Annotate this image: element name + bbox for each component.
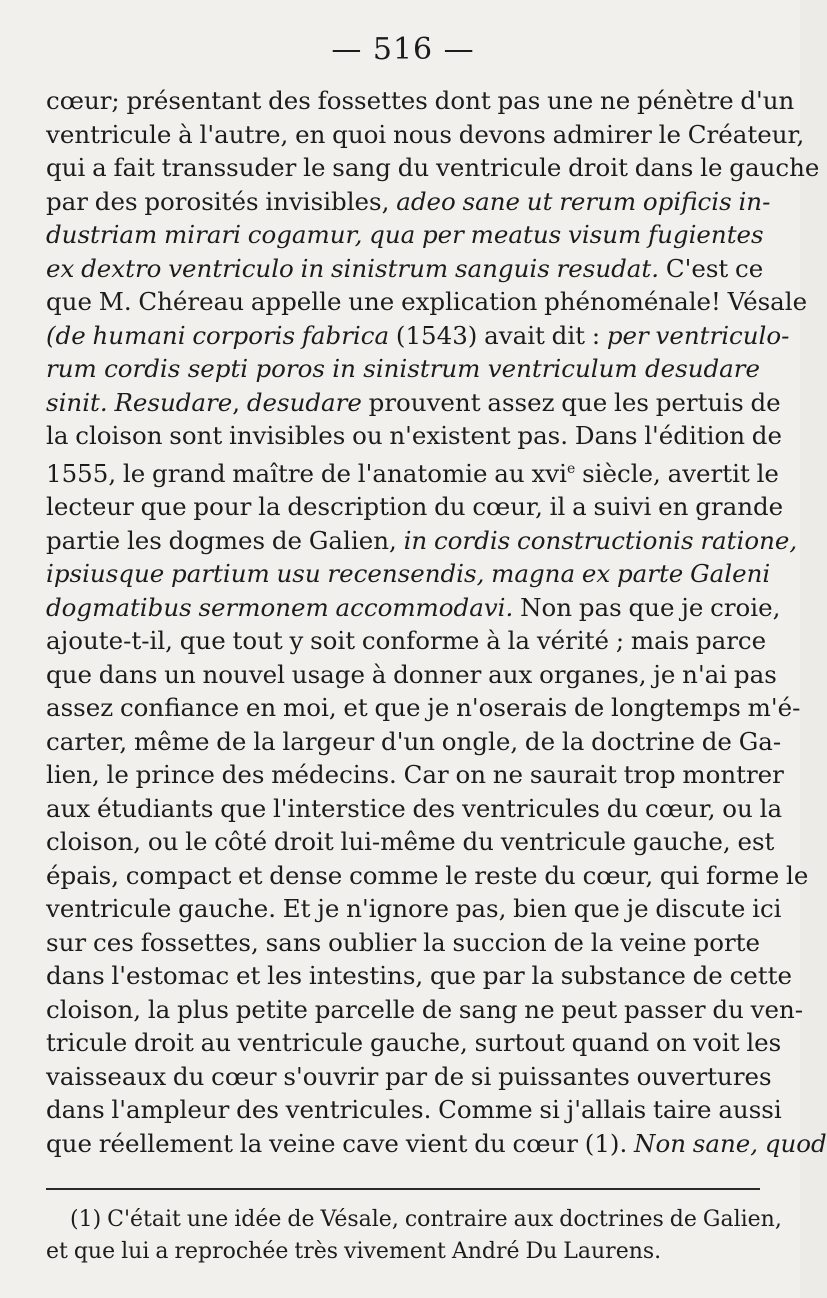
body-line (46, 859, 809, 893)
superscript: e (566, 460, 576, 477)
body-line (46, 892, 782, 926)
footnote (46, 1204, 782, 1268)
italic-text: rum cordis septi poros in sinistrum ventriculum desudare (46, 354, 760, 383)
body-text (46, 84, 827, 1160)
italic-text: adeo sane ut rerum opificis in- (396, 186, 771, 216)
body-line (46, 993, 804, 1027)
text-run: par des porosités invisibles, (46, 186, 397, 216)
body-line (46, 84, 795, 118)
body-line (46, 218, 764, 252)
body-line (46, 352, 760, 386)
body-line (46, 1060, 772, 1094)
text-run: que M. Chéreau appelle une explication phénoménale! Vésale (46, 287, 808, 316)
text-run: épais, compact et dense comme le reste du cœur, qui forme le (46, 860, 809, 890)
body-line (46, 252, 764, 286)
italic-text: Non sane, quod (634, 1128, 827, 1158)
body-line (46, 825, 775, 859)
text-run: cloison, ou le côté droit lui-même du ventricule gauche, est (46, 827, 775, 857)
text-run: 1555, le grand maître de l'anatomie au xvi (46, 458, 567, 488)
body-line (46, 758, 784, 792)
italic-text: dogmatibus sermonem accommodavi. (46, 592, 514, 622)
footnote-line: (1) C'était une idée de Vésale, contraire aux doctrines de Galien, (70, 1207, 782, 1233)
body-line (46, 591, 781, 625)
text-run: tricule droit au ventricule gauche, surtout quand on voit les (46, 1028, 782, 1058)
body-line (46, 524, 798, 558)
text-run: que réellement la veine cave vient du cœur (1). (46, 1128, 635, 1158)
text-run: carter, même de la largeur d'un ongle, de la doctrine de Ga- (46, 726, 782, 756)
text-run: partie les dogmes de Galien, (46, 525, 404, 555)
italic-text: ex dextro ventriculo in sinistrum sanguis resudat. (46, 253, 660, 283)
body-line (46, 453, 779, 491)
body-line (46, 1093, 782, 1127)
body-line (46, 959, 792, 993)
text-run: vaisseaux du cœur s'ouvrir par de si puissantes ouvertures (46, 1061, 772, 1091)
text-run: la cloison sont invisibles ou n'existent pas. Dans l'édition de (46, 421, 782, 450)
text-run: cœur; présentant des fossettes dont pas une ne pénètre d'un (46, 86, 795, 115)
body-line (46, 792, 783, 826)
text-run: ventricule gauche. Et je n'ignore pas, bien que je discute ici (46, 894, 782, 924)
body-line (46, 725, 782, 759)
italic-text: ipsiusque partium usu recensendis, magna ex parte Galeni (46, 559, 771, 589)
text-run: ajoute-t-il, que tout y soit conforme à la vérité ; mais parce (46, 626, 767, 656)
text-run: lien, le prince des médecins. Car on ne saurait trop montrer (46, 760, 784, 790)
body-line (46, 490, 784, 524)
body-line (46, 285, 808, 319)
body-line (46, 557, 771, 591)
italic-text: dustriam mirari cogamur, qua per meatus visum fugientes (46, 220, 764, 249)
body-line (46, 151, 820, 185)
text-run: , (232, 387, 247, 417)
italic-text: sinit. Resudare (46, 387, 233, 417)
text-run: lecteur que pour la description du cœur, il a suivi en grande (46, 492, 784, 522)
italic-text: desudare (246, 387, 362, 417)
text-run: siècle, avertit le (575, 458, 779, 488)
text-run: qui a fait transsuder le sang du ventricule droit dans le gauche (46, 153, 820, 182)
italic-text: in cordis constructionis ratione, (403, 525, 798, 555)
body-line (46, 926, 760, 960)
footnote-line: et que lui a reprochée très vivement André Du Laurens. (46, 1239, 662, 1265)
text-run: cloison, la plus petite parcelle de sang ne peut passer du ven- (46, 994, 804, 1024)
text-run: sur ces fossettes, sans oublier la succion de la veine porte (46, 927, 760, 957)
body-line (46, 419, 782, 453)
text-run: assez confiance en moi, et que je n'oserais de longtemps m'é- (46, 693, 801, 723)
italic-text: (de humani corporis fabrica (46, 320, 390, 350)
body-line (46, 118, 805, 152)
body-line (46, 658, 777, 692)
text-run: C'est ce (659, 253, 764, 283)
text-run: que dans un nouvel usage à donner aux organes, je n'ai pas (46, 659, 777, 689)
body-line (46, 1127, 827, 1161)
text-run: dans l'ampleur des ventricules. Comme si j'allais taire aussi (46, 1095, 782, 1125)
text-run: dans l'estomac et les intestins, que par la substance de cette (46, 961, 792, 991)
body-line (46, 624, 767, 658)
page-number: — 516 — (331, 32, 475, 67)
text-run: Non pas que je croie, (513, 592, 781, 622)
body-line (46, 691, 801, 725)
italic-text: per ventriculo- (606, 320, 790, 350)
text-run: (1543) avait dit : (389, 320, 607, 350)
text-run: aux étudiants que l'interstice des ventricules du cœur, ou la (46, 793, 783, 823)
body-line (46, 319, 790, 353)
body-line (46, 1026, 782, 1060)
body-line (46, 185, 771, 219)
footnote-separator (46, 1188, 760, 1190)
text-run: ventricule à l'autre, en quoi nous devons admirer le Créateur, (46, 119, 805, 149)
text-run: prouvent assez que les pertuis de (361, 387, 781, 417)
body-line (46, 386, 781, 420)
